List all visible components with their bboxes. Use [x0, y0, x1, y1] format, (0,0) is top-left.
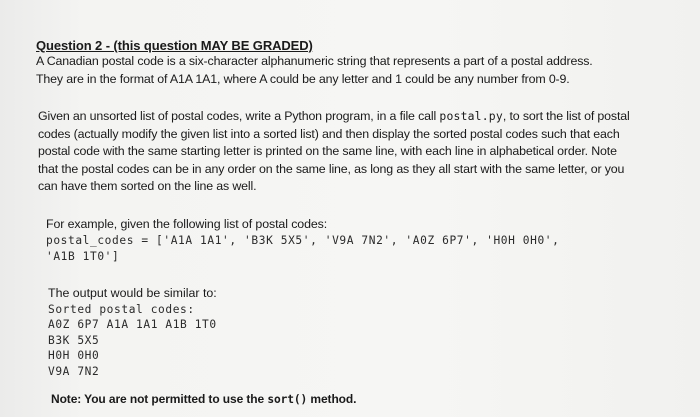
intro-line: They are in the format of A1A 1A1, where A could be any letter and 1 could be any number from 0-9.: [36, 71, 570, 86]
sort-method-code: sort(): [267, 393, 308, 406]
task-paragraph: [38, 108, 678, 196]
output-block: [48, 286, 217, 380]
output-line: Sorted postal codes:: [48, 302, 195, 316]
intro-line: A Canadian postal code is a six-character alphanumeric string that represents a part of a postal address.: [36, 54, 593, 68]
example-intro: For example, given the following list of postal codes:: [46, 217, 328, 231]
output-intro: The output would be similar to:: [48, 286, 217, 300]
task-text: Given an unsorted list of postal codes, write a Python program, in a file call: [38, 109, 440, 123]
intro-paragraph: [36, 53, 676, 88]
example-block: [46, 216, 559, 266]
task-line: that the postal codes can be in any order on the same line, as long as they all start with the same letter, or you: [38, 161, 625, 176]
example-code-line: postal_codes = ['A1A 1A1', 'B3K 5X5', 'V9A 7N2', 'A0Z 6P7', 'H0H 0H0',: [46, 233, 560, 247]
output-line: H0H 0H0: [48, 349, 100, 363]
task-text: , to sort the list of postal: [502, 109, 630, 123]
note-before: Note: You are not permitted to use the: [51, 392, 268, 406]
note-text: [51, 392, 356, 406]
output-line: A0Z 6P7 A1A 1A1 A1B 1T0: [48, 318, 217, 332]
task-line: [38, 108, 678, 126]
task-line: postal code with the same starting letter is printed on the same line, with each line in alphabetical order. Note: [38, 144, 617, 158]
output-line: B3K 5X5: [48, 333, 100, 347]
task-line: codes (actually modify the given list into a sorted list) and then display the sorted postal codes such that each: [38, 126, 620, 141]
task-line: can have them sorted on the line as well.: [38, 179, 257, 193]
question-heading: Question 2 - (this question MAY BE GRADED): [36, 38, 313, 53]
filename-code: postal.py: [439, 109, 503, 123]
output-line: V9A 7N2: [48, 364, 100, 378]
note-after: method.: [307, 392, 357, 406]
example-code-line: 'A1B 1T0']: [46, 250, 120, 263]
